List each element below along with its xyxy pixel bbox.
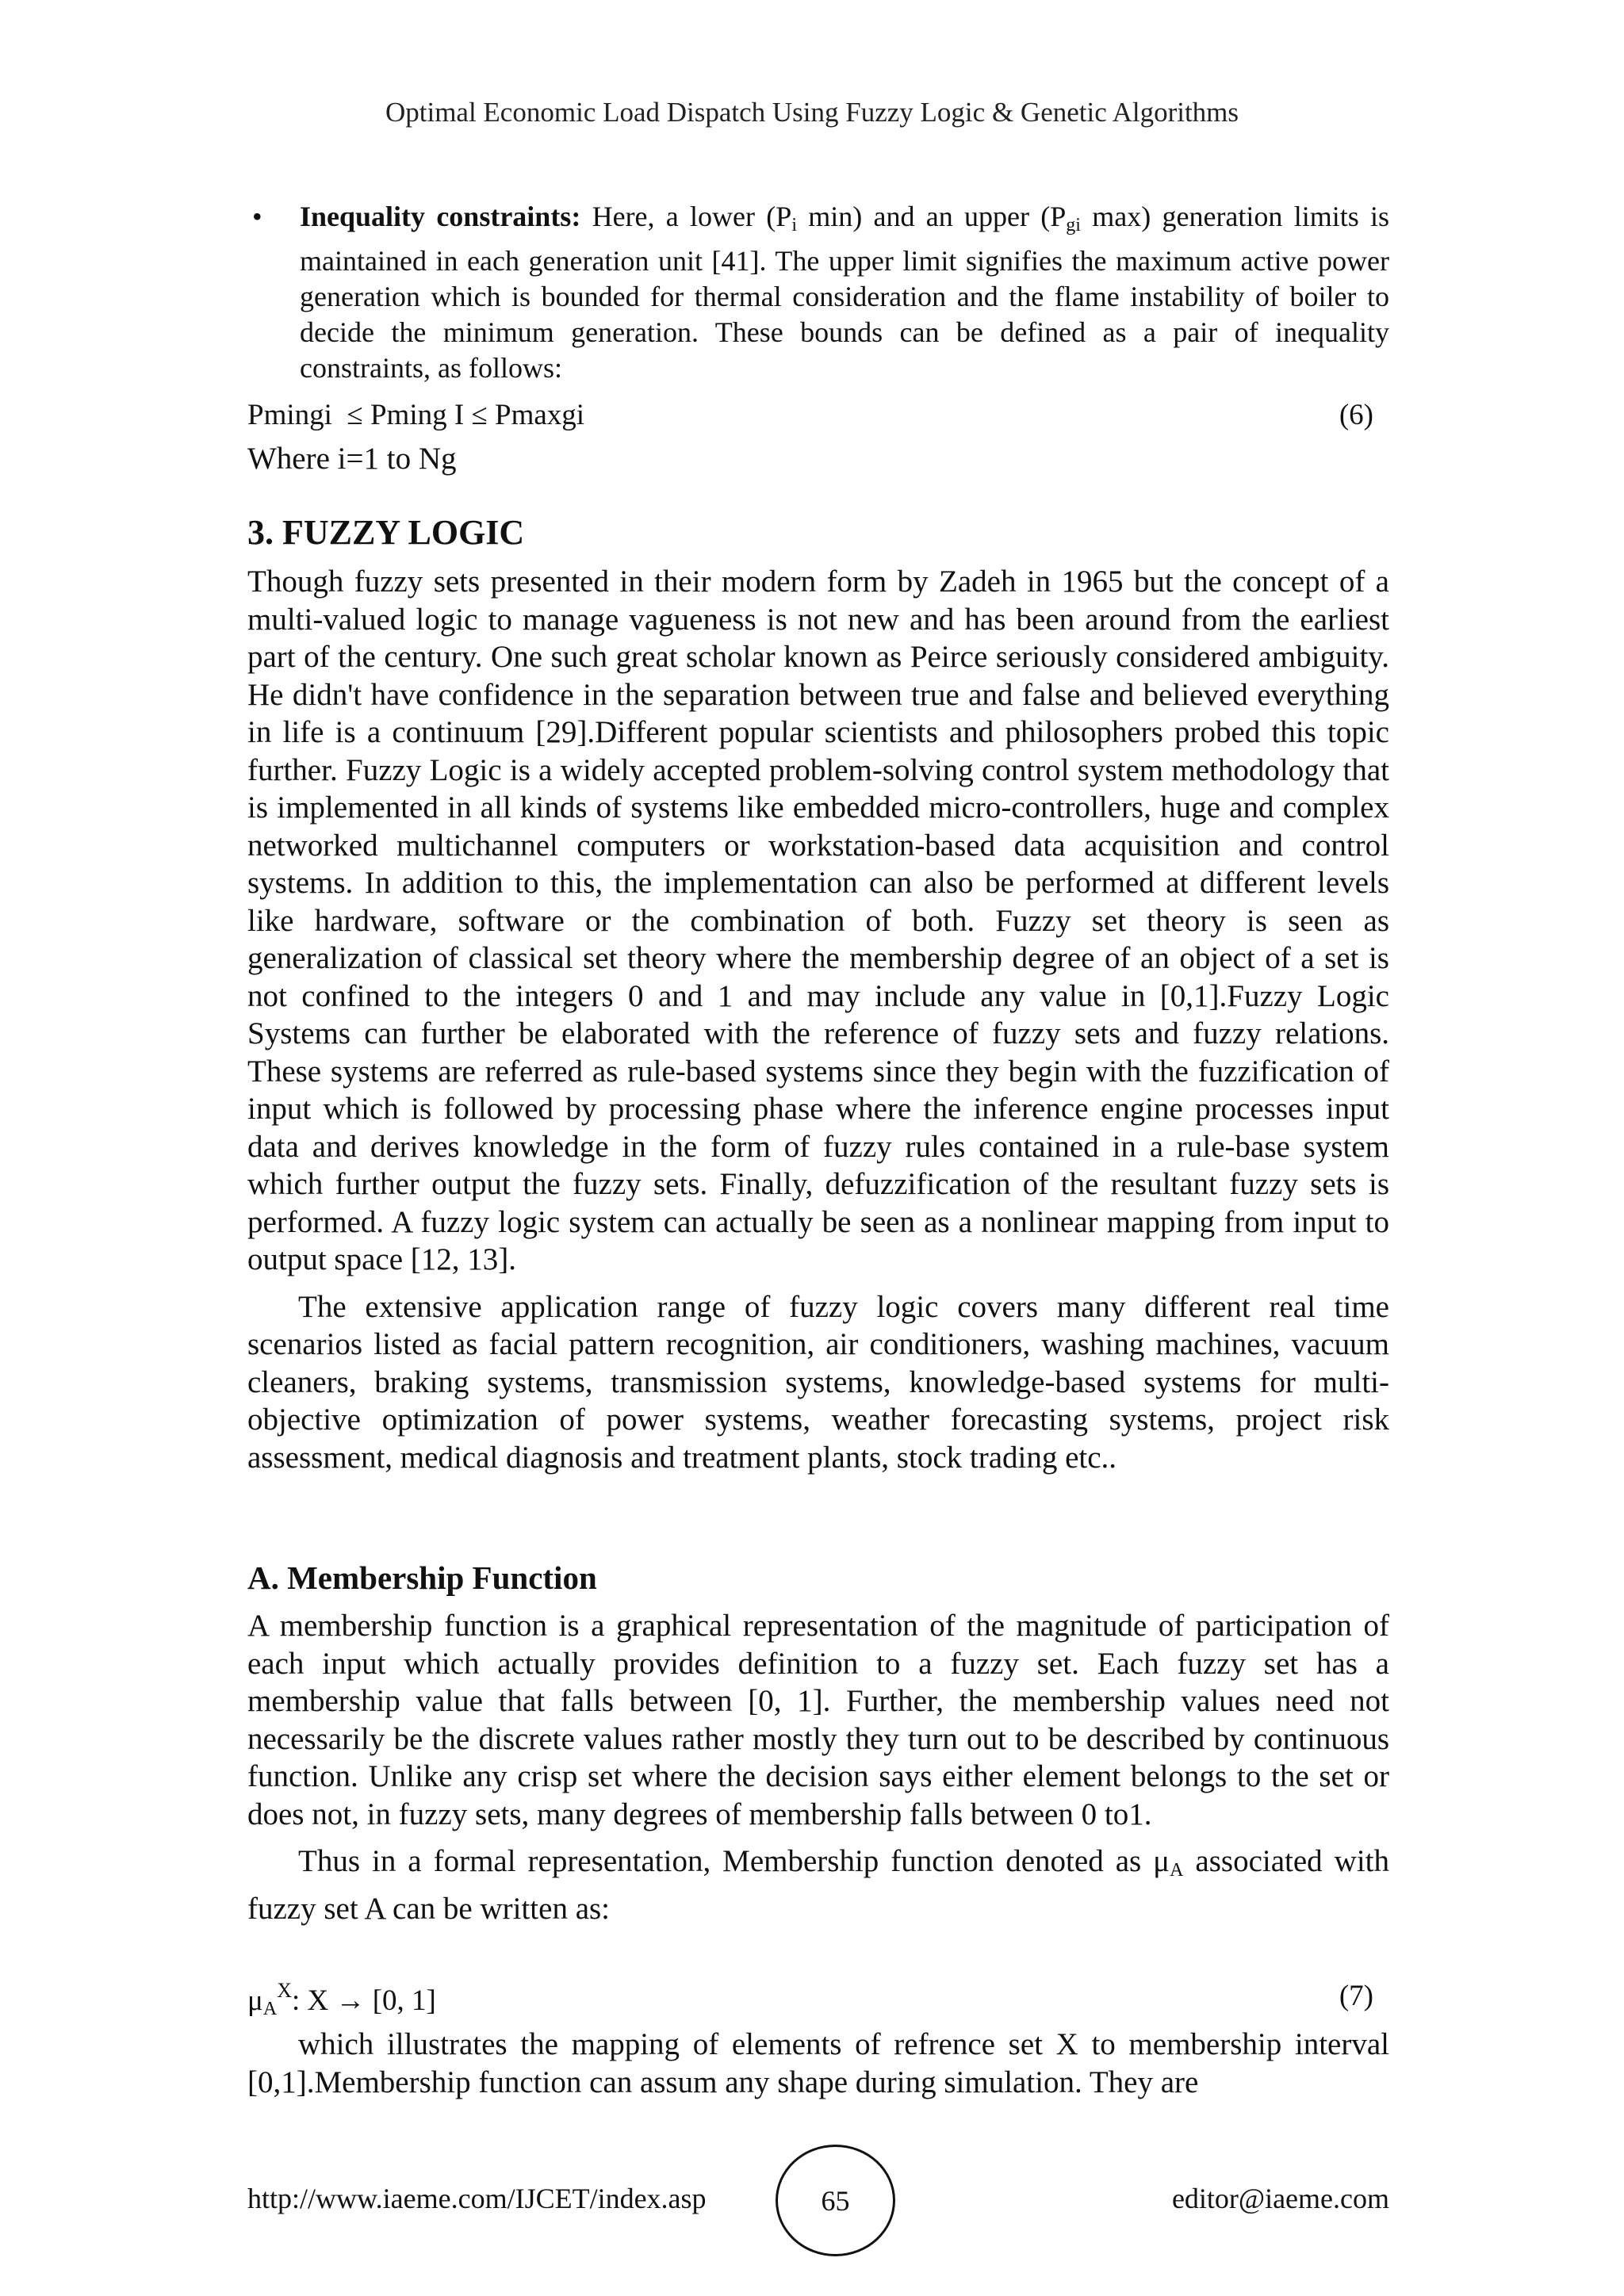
- membership-function-body: [247, 1607, 1389, 1927]
- equation-7: [247, 1979, 1373, 2020]
- footer-email-link[interactable]: editor@iaeme.com: [1171, 2183, 1389, 2214]
- equation-6: [247, 398, 1373, 432]
- equation-6-expr: Pmingi ≤ Pming I ≤ Pmaxgi: [247, 399, 585, 431]
- bullet-text-c: max) generation limits is maintained in each generation unit [41]. The upper limit signifies the maximum active power generation which is bounded for thermal consideration and the flame instability of boiler to decide the minimum generation. These bounds can be defined as a pair of inequality constraints, as follows:: [300, 201, 1389, 384]
- bullet-icon: •: [252, 201, 262, 232]
- equation-7-number: (7): [1339, 1980, 1373, 2012]
- membership-paragraph-3-block: [247, 2026, 1389, 2101]
- equation-6-where: Where i=1 to Ng: [247, 442, 457, 476]
- membership-paragraph-2: [247, 1843, 1389, 1927]
- subsection-heading-membership-function: A. Membership Function: [247, 1559, 597, 1596]
- bullet-text-b: min) and an upper (P: [796, 201, 1067, 232]
- equation-7-sub: A: [262, 1999, 278, 2019]
- membership-paragraph-1: A membership function is a graphical representation of the magnitude of participation of each input which actually provides definition to a fuzzy set. Each fuzzy set has a membership value that falls between [0, 1]. Further, the membership values need not necessarily be the discrete values rather mostly they turn out to be described by continuous function. Unlike any crisp set where the decision says either element belongs to the set or does not, in fuzzy sets, many degrees of membership falls between 0 to1.: [247, 1609, 1389, 1831]
- bullet-inequality-constraints: [252, 199, 1389, 386]
- equation-7-mu: μ: [247, 1984, 263, 2017]
- equation-7-rest: : X → [0, 1]: [291, 1984, 436, 2017]
- section-fuzzy-logic-body: [247, 563, 1389, 1476]
- bullet-sub-b: gi: [1066, 215, 1081, 235]
- membership-paragraph-3: which illustrates the mapping of elements of refrence set X to membership interval [0,1].Membership function can assum any shape during simulation. They are: [247, 2027, 1389, 2099]
- footer-url-link[interactable]: http://www.iaeme.com/IJCET/index.asp: [247, 2183, 707, 2214]
- equation-7-expr: [247, 1979, 436, 2019]
- fuzzy-logic-paragraph-2: The extensive application range of fuzzy logic covers many different real time scenarios listed as facial pattern recognition, air conditioners, washing machines, vacuum cleaners, braking systems, transmission systems, knowledge-based systems for multi-objective optimization of power systems, weather forecasting systems, project risk assessment, medical diagnosis and treatment plants, stock trading etc..: [247, 1289, 1389, 1475]
- bullet-sub-a: i: [791, 215, 797, 235]
- bullet-text-a: Here, a lower (P: [580, 201, 792, 232]
- equation-7-sup: X: [277, 1979, 292, 2002]
- bullet-term: Inequality constraints:: [300, 201, 581, 232]
- membership-paragraph-2-b: associated with fuzzy set A can be written as:: [247, 1844, 1389, 1926]
- equation-6-number: (6): [1339, 399, 1373, 431]
- bullet-text: [300, 199, 1389, 386]
- membership-mu-subscript: A: [1170, 1860, 1184, 1881]
- fuzzy-logic-paragraph-1: Though fuzzy sets presented in their modern form by Zadeh in 1965 but the concept of a multi-valued logic to manage vagueness is not new and has been around from the earliest part of the century. One such great scholar known as Peirce seriously considered ambiguity. He didn't have confidence in the separation between true and false and believed everything in life is a continuum [29].Different popular scientists and philosophers probed this topic further. Fuzzy Logic is a widely accepted problem-solving control system methodology that is implemented in all kinds of systems like embedded micro-controllers, huge and complex networked multichannel computers or workstation-based data acquisition and control systems. In addition to this, the implementation can also be performed at different levels like hardware, software or the combination of both. Fuzzy set theory is seen as generalization of classical set theory where the membership degree of an object of a set is not confined to the integers 0 and 1 and may include any value in [0,1].Fuzzy Logic Systems can further be elaborated with the reference of fuzzy sets and fuzzy relations. These systems are referred as rule-based systems since they begin with the fuzzification of input which is followed by processing phase where the inference engine processes input data and derives knowledge in the form of fuzzy rules contained in a rule-base system which further output the fuzzy sets. Finally, defuzzification of the resultant fuzzy sets is performed. A fuzzy logic system can actually be seen as a nonlinear mapping from input to output space [12, 13].: [247, 564, 1389, 1276]
- page-number: 65: [821, 2184, 850, 2217]
- membership-paragraph-2-a: Thus in a formal representation, Membership function denoted as μ: [298, 1844, 1170, 1878]
- section-heading-fuzzy-logic: 3. FUZZY LOGIC: [247, 513, 525, 552]
- running-header: Optimal Economic Load Dispatch Using Fuzzy Logic & Genetic Algorithms: [385, 97, 1239, 128]
- page-number-circle: [776, 2145, 895, 2256]
